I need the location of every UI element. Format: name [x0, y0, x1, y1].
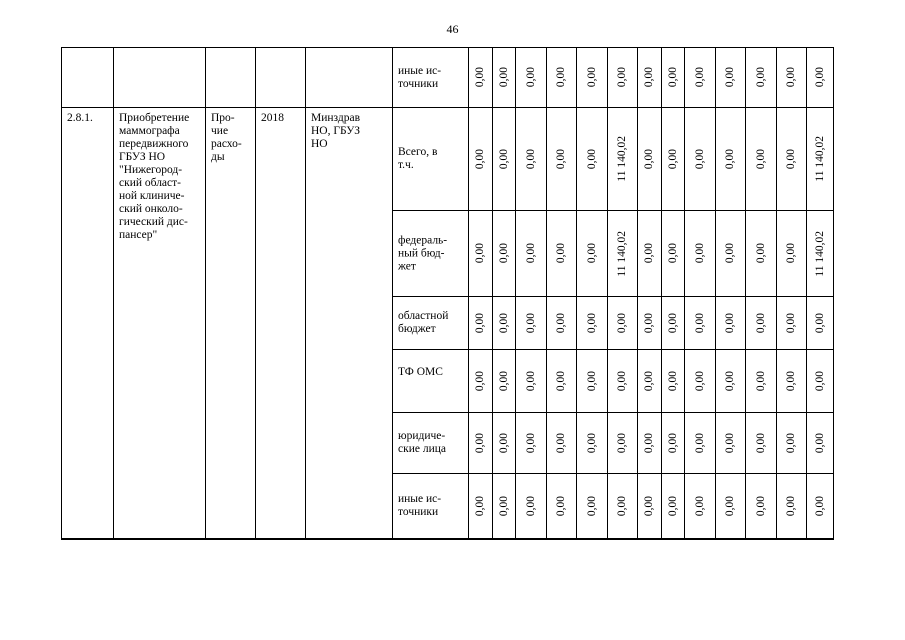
value-text: 0,00 [666, 148, 679, 170]
value-text: 0,00 [555, 67, 567, 88]
value-cell [746, 297, 777, 350]
value-text: 0,00 [524, 243, 537, 264]
value-text: 0,00 [754, 370, 767, 392]
value-cell [577, 413, 608, 474]
source-label: областной бюджет [398, 310, 449, 335]
value-cell [608, 474, 638, 540]
value-cell [577, 297, 608, 350]
value-text: 0,00 [497, 432, 510, 454]
value-text: 0,00 [813, 432, 826, 454]
value-cell [516, 108, 547, 211]
value-cell [638, 474, 662, 540]
value-text: 0,00 [724, 67, 736, 88]
value-text: 0,00 [643, 312, 655, 334]
value-text: 0,00 [813, 67, 826, 88]
value-cell [469, 350, 493, 413]
page-number: 46 [446, 22, 459, 36]
value-cell [469, 108, 493, 211]
value-text: 0,00 [693, 370, 706, 392]
value-text: 0,00 [555, 312, 567, 334]
value-text: 0,00 [616, 67, 628, 88]
year: 2018 [261, 112, 284, 124]
value-text: 0,00 [785, 67, 797, 88]
value-cell [685, 413, 716, 474]
value-cell [638, 297, 662, 350]
value-cell [493, 413, 516, 474]
value-cell [685, 48, 716, 108]
value-cell [547, 108, 577, 211]
value-cell [807, 108, 834, 211]
item-code: 2.8.1. [67, 112, 93, 124]
value-text: 0,00 [754, 432, 767, 454]
value-cell [807, 350, 834, 413]
value-text: 0,00 [616, 312, 628, 334]
value-text: 0,00 [616, 495, 628, 517]
value-text: 0,00 [643, 148, 655, 170]
empty-type-cell [206, 48, 256, 108]
continued-row [62, 48, 834, 108]
value-cell [777, 108, 807, 211]
source-cell [393, 297, 469, 350]
value-text: 0,00 [785, 370, 797, 392]
value-cell [577, 211, 608, 297]
source-cell [393, 350, 469, 413]
value-cell [746, 350, 777, 413]
value-cell [716, 48, 746, 108]
value-text: 0,00 [585, 370, 598, 392]
value-cell [716, 474, 746, 540]
value-text: 0,00 [785, 495, 797, 517]
value-cell [608, 48, 638, 108]
value-cell [807, 474, 834, 540]
value-cell [716, 297, 746, 350]
value-text: 0,00 [585, 312, 598, 334]
empty-year-cell [256, 48, 306, 108]
value-cell [807, 48, 834, 108]
value-text: 0,00 [813, 495, 826, 517]
value-cell [807, 297, 834, 350]
value-text: 0,00 [724, 495, 736, 517]
expense-type-cell [206, 108, 256, 540]
value-cell [493, 350, 516, 413]
value-cell [662, 48, 685, 108]
value-cell [777, 48, 807, 108]
value-text: 0,00 [524, 312, 537, 334]
value-text: 0,00 [754, 243, 767, 264]
value-text: 0,00 [666, 432, 679, 454]
value-cell [547, 297, 577, 350]
item-name-cell [114, 108, 206, 540]
value-text: 0,00 [693, 243, 706, 264]
value-text: 11 140,02 [813, 230, 826, 277]
value-text: 0,00 [813, 370, 826, 392]
value-cell [746, 48, 777, 108]
value-text: 0,00 [666, 370, 679, 392]
value-text: 0,00 [474, 495, 486, 517]
value-text: 0,00 [555, 495, 567, 517]
value-cell [547, 413, 577, 474]
value-text: 0,00 [754, 148, 767, 170]
value-text: 0,00 [724, 148, 736, 170]
value-text: 0,00 [785, 432, 797, 454]
value-cell [638, 413, 662, 474]
value-cell [608, 108, 638, 211]
value-cell [547, 350, 577, 413]
source-cell [393, 211, 469, 297]
value-cell [662, 297, 685, 350]
value-cell [608, 297, 638, 350]
value-text: 0,00 [754, 67, 767, 88]
value-text: 0,00 [643, 243, 655, 264]
value-cell [577, 350, 608, 413]
budget-table [61, 47, 834, 540]
value-cell [493, 48, 516, 108]
value-cell [493, 108, 516, 211]
value-cell [777, 474, 807, 540]
value-cell [746, 211, 777, 297]
value-text: 0,00 [693, 67, 706, 88]
value-cell [662, 413, 685, 474]
value-text: 0,00 [497, 495, 510, 517]
value-text: 0,00 [666, 495, 679, 517]
value-cell [685, 211, 716, 297]
source-cell [393, 108, 469, 211]
source-cell [393, 413, 469, 474]
source-label: иные ис- точники [398, 493, 442, 518]
value-text: 0,00 [474, 243, 486, 264]
value-cell [746, 108, 777, 211]
value-cell [608, 413, 638, 474]
value-cell [469, 474, 493, 540]
value-text: 0,00 [474, 312, 486, 334]
value-cell [608, 350, 638, 413]
executor: Минздрав НО, ГБУЗ НО [311, 112, 361, 150]
value-text: 0,00 [524, 370, 537, 392]
value-cell [746, 474, 777, 540]
value-text: 0,00 [585, 495, 598, 517]
value-text: 0,00 [524, 432, 537, 454]
value-text: 0,00 [497, 67, 510, 88]
value-cell [469, 211, 493, 297]
value-cell [516, 350, 547, 413]
value-cell [716, 413, 746, 474]
value-cell [777, 350, 807, 413]
value-cell [807, 211, 834, 297]
value-text: 0,00 [666, 67, 679, 88]
value-cell [716, 108, 746, 211]
expense-type: Про- чие расхо- ды [211, 112, 242, 163]
value-cell [577, 108, 608, 211]
source-label: Всего, в т.ч. [398, 146, 438, 171]
value-cell [662, 474, 685, 540]
value-text: 0,00 [666, 243, 679, 264]
value-text: 0,00 [785, 148, 797, 170]
value-cell [493, 211, 516, 297]
value-text: 0,00 [693, 312, 706, 334]
value-text: 0,00 [474, 432, 486, 454]
value-text: 0,00 [497, 148, 510, 170]
value-cell [716, 350, 746, 413]
value-text: 0,00 [474, 67, 486, 88]
value-cell [638, 350, 662, 413]
source-label: ТФ ОМС [398, 366, 443, 378]
value-text: 0,00 [555, 148, 567, 170]
value-text: 0,00 [813, 312, 826, 334]
value-cell [638, 211, 662, 297]
value-cell [516, 48, 547, 108]
value-text: 0,00 [555, 432, 567, 454]
source-cell [393, 474, 469, 540]
value-text: 11 140,02 [616, 230, 628, 277]
value-cell [638, 48, 662, 108]
value-text: 0,00 [693, 495, 706, 517]
source-label: федераль- ный бюд- жет [398, 234, 448, 272]
value-cell [469, 297, 493, 350]
value-cell [469, 413, 493, 474]
value-cell [662, 211, 685, 297]
value-text: 0,00 [724, 432, 736, 454]
source-label: юридиче- ские лица [398, 430, 446, 455]
value-cell [577, 474, 608, 540]
empty-name-cell [114, 48, 206, 108]
item-name: Приобретение маммографа передвижного ГБУЗ НО "Нижегород- ский област- ной клиниче- ский онколо- гический дис- пансер" [119, 112, 190, 241]
value-text: 0,00 [497, 243, 510, 264]
value-cell [662, 108, 685, 211]
value-text: 0,00 [555, 370, 567, 392]
value-cell [493, 474, 516, 540]
value-cell [716, 211, 746, 297]
value-cell [608, 211, 638, 297]
value-text: 0,00 [754, 312, 767, 334]
value-text: 0,00 [643, 67, 655, 88]
value-text: 0,00 [643, 432, 655, 454]
value-text: 0,00 [585, 67, 598, 88]
empty-code-cell [62, 48, 114, 108]
value-cell [547, 48, 577, 108]
value-cell [662, 350, 685, 413]
value-cell [685, 297, 716, 350]
value-cell [516, 413, 547, 474]
value-text: 11 140,02 [813, 136, 826, 182]
value-text: 0,00 [524, 495, 537, 517]
source-label: иные ис- точники [398, 64, 442, 90]
value-cell [469, 48, 493, 108]
value-cell [746, 413, 777, 474]
value-cell [777, 297, 807, 350]
value-cell [807, 413, 834, 474]
value-text: 0,00 [724, 243, 736, 264]
value-text: 0,00 [524, 148, 537, 170]
empty-executor-cell [306, 48, 393, 108]
value-text: 0,00 [785, 312, 797, 334]
executor-cell [306, 108, 393, 540]
value-cell [516, 474, 547, 540]
value-text: 0,00 [585, 148, 598, 170]
value-text: 0,00 [616, 432, 628, 454]
value-cell [685, 474, 716, 540]
value-text: 0,00 [474, 370, 486, 392]
table-row [62, 108, 834, 211]
source-cell [393, 48, 469, 108]
value-cell [516, 297, 547, 350]
value-text: 0,00 [785, 243, 797, 264]
value-cell [685, 108, 716, 211]
year-cell [256, 108, 306, 540]
value-text: 0,00 [693, 432, 706, 454]
value-text: 0,00 [643, 370, 655, 392]
value-text: 0,00 [754, 495, 767, 517]
value-text: 0,00 [724, 312, 736, 334]
value-cell [577, 48, 608, 108]
value-text: 0,00 [497, 312, 510, 334]
value-text: 0,00 [616, 370, 628, 392]
value-text: 0,00 [724, 370, 736, 392]
value-cell [493, 297, 516, 350]
value-text: 0,00 [555, 243, 567, 264]
value-text: 0,00 [585, 432, 598, 454]
value-text: 0,00 [693, 148, 706, 170]
value-cell [777, 211, 807, 297]
value-cell [777, 413, 807, 474]
value-cell [685, 350, 716, 413]
value-cell [516, 211, 547, 297]
value-cell [547, 211, 577, 297]
item-code-cell [62, 108, 114, 540]
value-text: 0,00 [585, 243, 598, 264]
value-text: 0,00 [524, 67, 537, 88]
value-text: 0,00 [666, 312, 679, 334]
value-text: 0,00 [643, 495, 655, 517]
value-text: 11 140,02 [616, 136, 628, 182]
value-cell [638, 108, 662, 211]
value-text: 0,00 [474, 148, 486, 170]
value-text: 0,00 [497, 370, 510, 392]
value-cell [547, 474, 577, 540]
